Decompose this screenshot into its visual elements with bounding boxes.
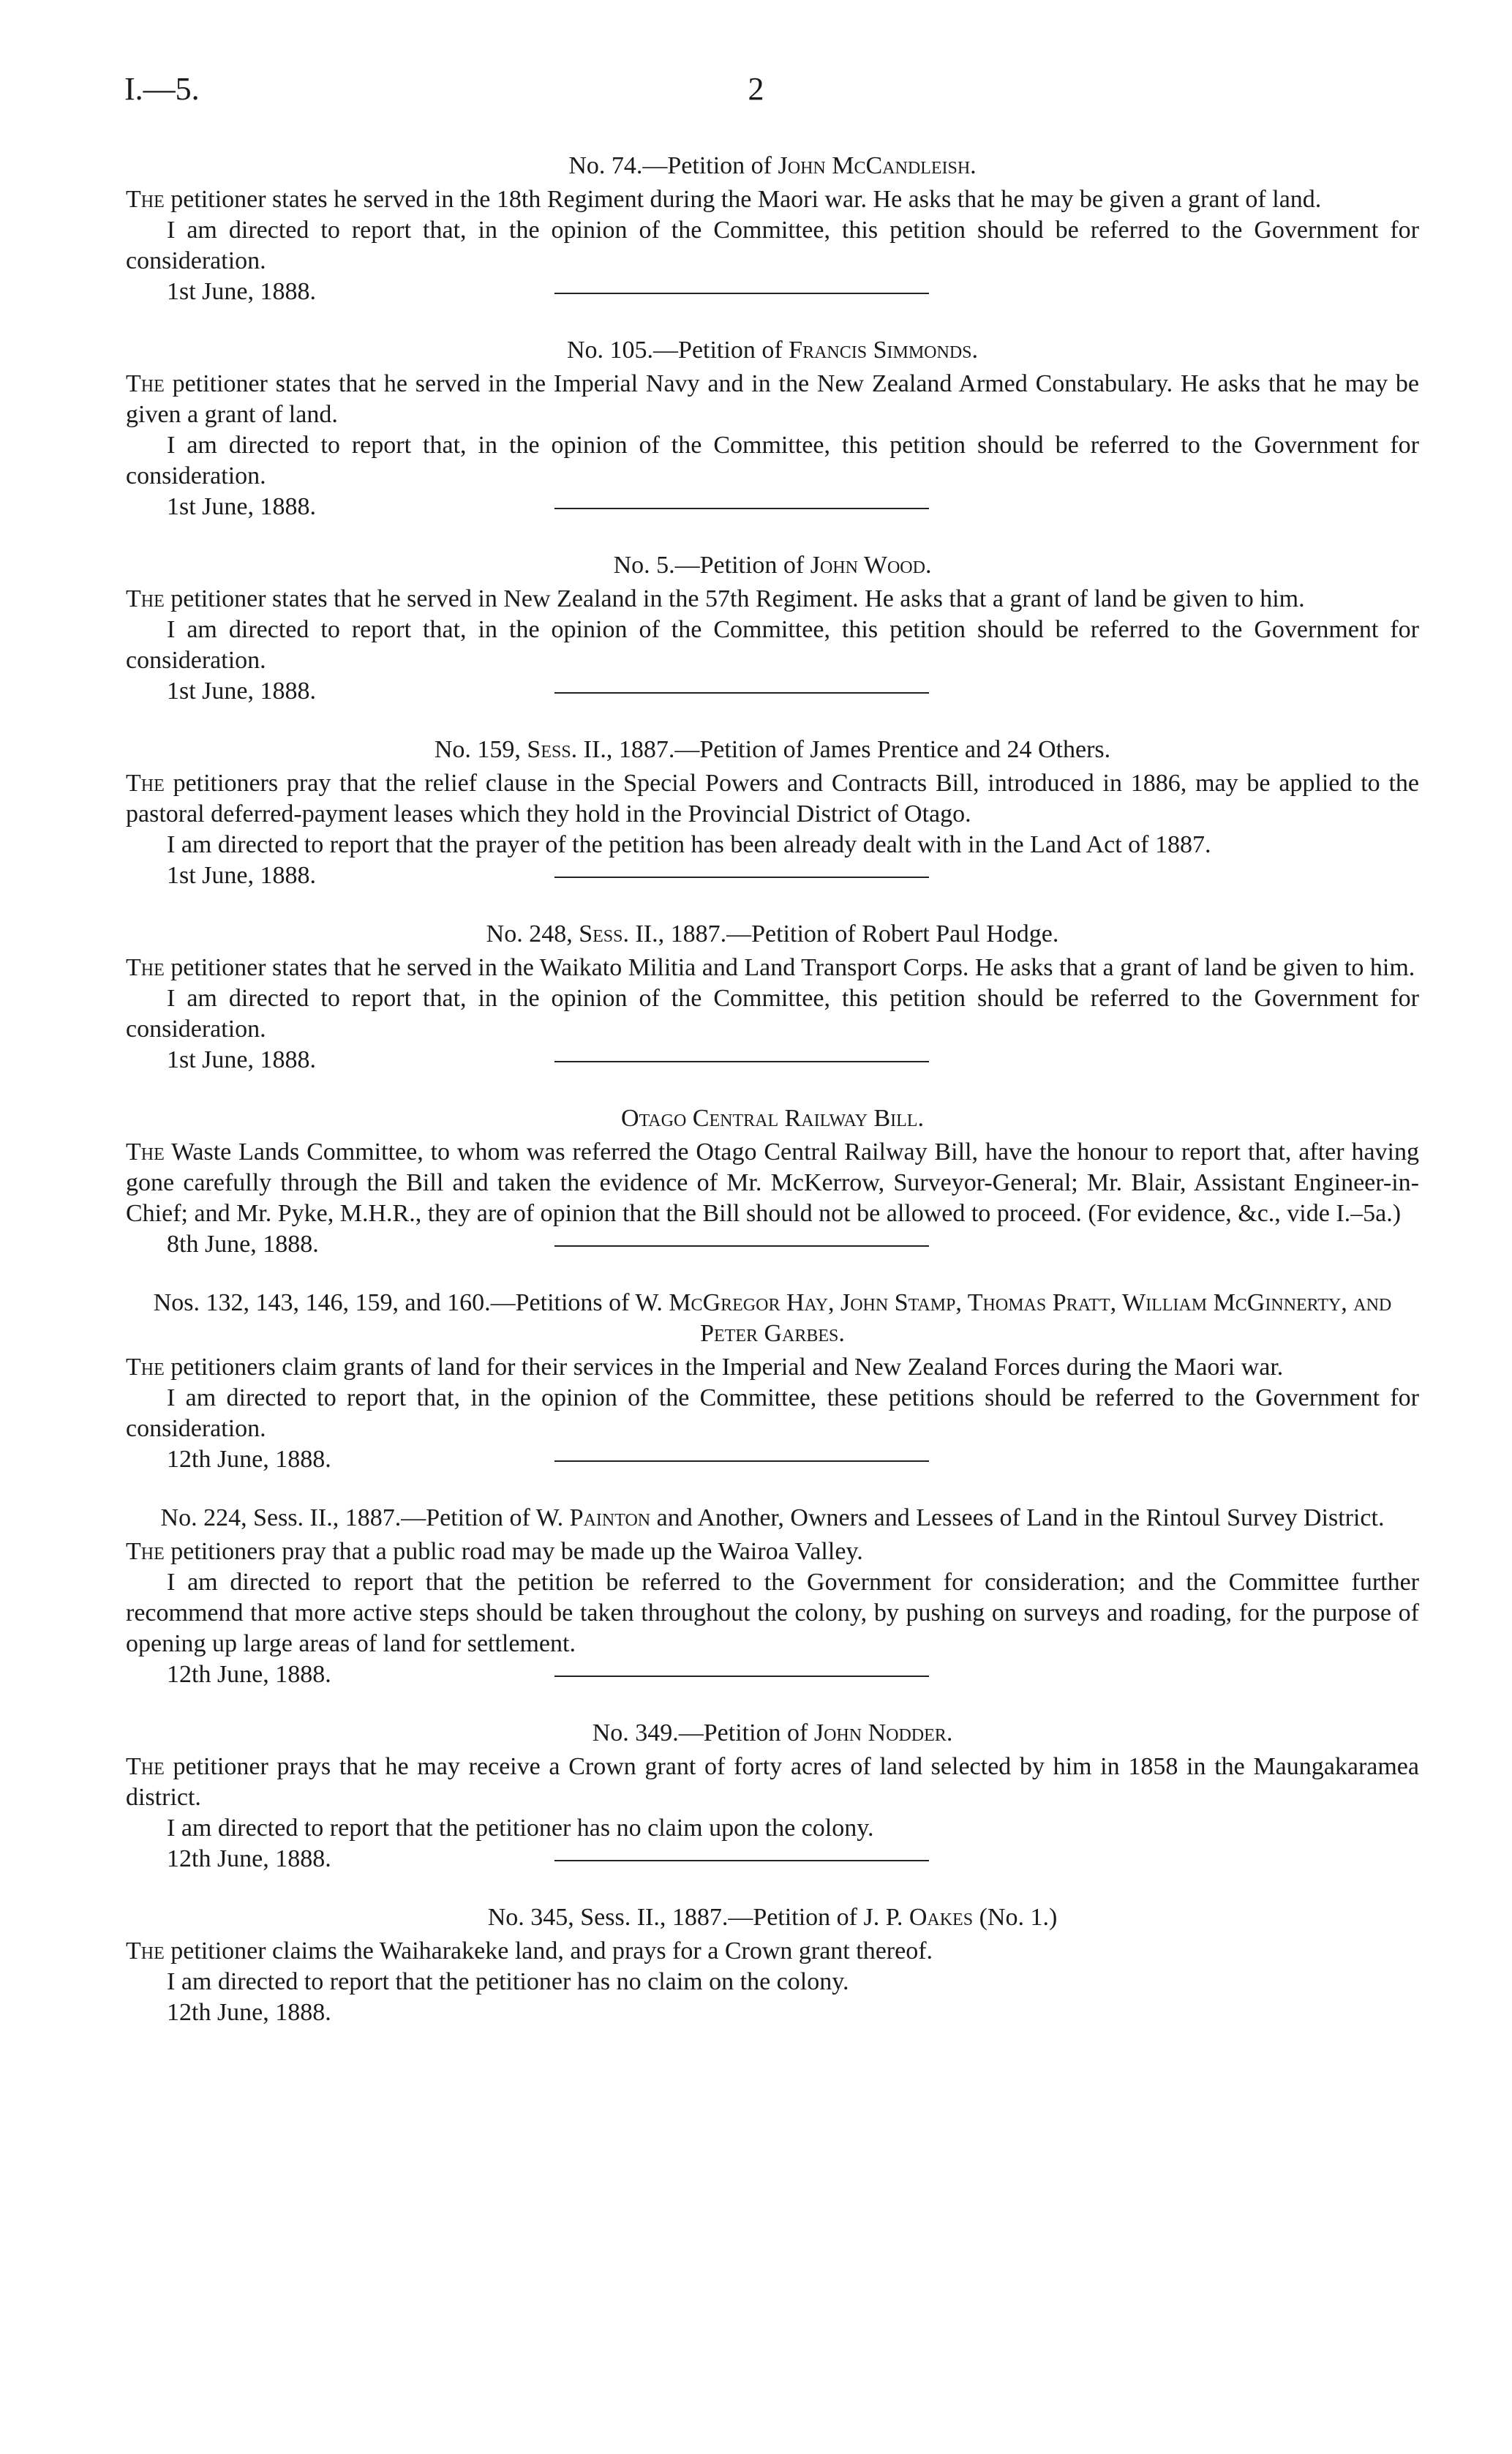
section-divider bbox=[554, 1676, 929, 1677]
report-date: 8th June, 1888. bbox=[126, 1229, 1419, 1260]
section-title: Otago Central Railway Bill. bbox=[621, 1105, 924, 1132]
petition-statement: The petitioner states that he served in New Zealand in the 57th Regiment. He asks that a grant of land be given to him. bbox=[126, 585, 1305, 612]
petition-section bbox=[126, 1503, 1419, 1690]
committee-report: I am directed to report that, in the opinion of the Committee, this petition should be referred to the Government for consideration. bbox=[126, 432, 1419, 489]
petition-statement: The petitioner states he served in the 18th Regiment during the Maori war. He asks that he may be given a grant of land. bbox=[126, 186, 1322, 213]
section-title: Nos. 132, 143, 146, 159, and 160.—Petitions of W. McGregor Hay, John Stamp, Thomas Pratt, William McGinnerty, and Peter Garbes. bbox=[153, 1289, 1392, 1347]
report-date: 12th June, 1888. bbox=[167, 1999, 331, 2026]
report-date: 12th June, 1888. bbox=[126, 1844, 1419, 1875]
petition-section bbox=[126, 919, 1419, 1076]
committee-report: I am directed to report that the petition be referred to the Government for consideration; and the Committee further recommend that more active steps should be taken throughout the colony, by pushing on surveys and roading, for the purpose of opening up large areas of land for settlement. bbox=[126, 1569, 1419, 1657]
committee-report: I am directed to report that, in the opinion of the Committee, this petition should be referred to the Government for consideration. bbox=[126, 985, 1419, 1043]
section-title: No. 248, Sess. II., 1887.—Petition of Robert Paul Hodge. bbox=[486, 920, 1059, 948]
section-title: No. 224, Sess. II., 1887.—Petition of W. Painton and Another, Owners and Lessees of Land in the Rintoul Survey District. bbox=[160, 1504, 1385, 1531]
section-title: No. 74.—Petition of John McCandleish. bbox=[568, 152, 977, 179]
petition-section bbox=[126, 550, 1419, 707]
section-divider bbox=[554, 508, 929, 509]
committee-report: I am directed to report that the prayer of the petition has been already dealt with in the Land Act of 1887. bbox=[167, 831, 1211, 858]
section-divider bbox=[554, 692, 929, 694]
committee-report: I am directed to report that, in the opinion of the Committee, this petition should be referred to the Government for consideration. bbox=[126, 616, 1419, 674]
section-divider bbox=[554, 1245, 929, 1247]
document-reference: I.—5. bbox=[124, 71, 200, 107]
committee-report: I am directed to report that, in the opinion of the Committee, this petition should be referred to the Government for consideration. bbox=[126, 217, 1419, 274]
section-divider bbox=[554, 1460, 929, 1462]
section-title: No. 349.—Petition of John Nodder. bbox=[592, 1719, 953, 1746]
petition-statement: The petitioner states that he served in the Imperial Navy and in the New Zealand Armed Constabulary. He asks that he may be given a grant of land. bbox=[126, 370, 1419, 428]
bill-report-section bbox=[126, 1103, 1419, 1260]
petition-section bbox=[126, 735, 1419, 891]
petition-section bbox=[126, 335, 1419, 522]
section-title: No. 5.—Petition of John Wood. bbox=[613, 552, 932, 579]
committee-report: I am directed to report that the petitioner has no claim upon the colony. bbox=[167, 1815, 874, 1842]
section-title: No. 159, Sess. II., 1887.—Petition of James Prentice and 24 Others. bbox=[434, 736, 1111, 763]
petition-section bbox=[126, 1902, 1419, 2028]
petition-section bbox=[126, 1718, 1419, 1875]
page-header bbox=[124, 70, 1388, 114]
petition-statement: The petitioner states that he served in the Waikato Militia and Land Transport Corps. He asks that a grant of land be given to him. bbox=[126, 954, 1415, 981]
petition-statement: The petitioners pray that a public road may be made up the Wairoa Valley. bbox=[126, 1538, 863, 1565]
report-date: 1st June, 1888. bbox=[126, 277, 1419, 307]
committee-statement: The Waste Lands Committee, to whom was referred the Otago Central Railway Bill, have the honour to report that, after having gone carefully through the Bill and taken the evidence of Mr. McKerrow, Surveyor-General; Mr. Blair, Assistant Engineer-in-Chief; and Mr. Pyke, M.H.R., they are of opinion that the Bill should not be allowed to proceed. (For evidence, &c., vide I.–5a.) bbox=[126, 1138, 1419, 1227]
report-date: 1st June, 1888. bbox=[126, 492, 1419, 522]
petition-statement: The petitioners pray that the relief clause in the Special Powers and Contracts Bill, introduced in 1886, may be applied to the pastoral deferred-payment leases which they hold in the Provincial District of Otago. bbox=[126, 770, 1419, 828]
petition-statement: The petitioner prays that he may receive a Crown grant of forty acres of land selected by him in 1858 in the Maungakaramea district. bbox=[126, 1753, 1419, 1811]
section-divider bbox=[554, 1860, 929, 1861]
page-number: 2 bbox=[748, 71, 764, 107]
committee-report: I am directed to report that, in the opinion of the Committee, these petitions should be referred to the Government for consideration. bbox=[126, 1384, 1419, 1442]
section-divider bbox=[554, 877, 929, 878]
report-date: 1st June, 1888. bbox=[126, 860, 1419, 891]
report-date: 12th June, 1888. bbox=[126, 1659, 1419, 1690]
petition-statement: The petitioner claims the Waiharakeke land, and prays for a Crown grant thereof. bbox=[126, 1937, 933, 1965]
section-divider bbox=[554, 293, 929, 294]
section-title: No. 105.—Petition of Francis Simmonds. bbox=[566, 337, 979, 364]
committee-report: I am directed to report that the petitioner has no claim on the colony. bbox=[167, 1968, 849, 1995]
section-divider bbox=[554, 1061, 929, 1062]
petition-section bbox=[126, 1288, 1419, 1475]
section-title: No. 345, Sess. II., 1887.—Petition of J. P. Oakes (No. 1.) bbox=[487, 1904, 1058, 1931]
petition-statement: The petitioners claim grants of land for their services in the Imperial and New Zealand Forces during the Maori war. bbox=[126, 1354, 1284, 1381]
page-body bbox=[126, 151, 1419, 2028]
report-date: 1st June, 1888. bbox=[126, 676, 1419, 707]
report-date: 1st June, 1888. bbox=[126, 1045, 1419, 1076]
petition-section bbox=[126, 151, 1419, 307]
report-date: 12th June, 1888. bbox=[126, 1444, 1419, 1475]
